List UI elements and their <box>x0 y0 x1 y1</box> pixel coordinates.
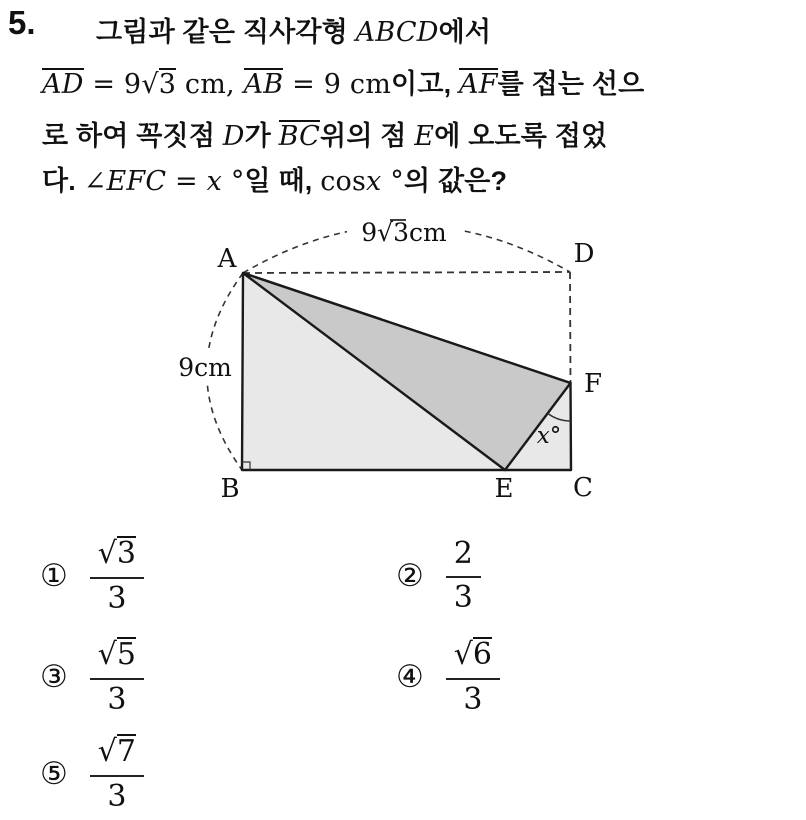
text-segment: 그림과 같은 직사각형 <box>96 17 356 47</box>
vertex-label-C: C <box>573 473 593 503</box>
angle-x-label: x° <box>536 423 562 449</box>
text-segment: = 9 cm <box>283 69 392 100</box>
text-segment: 로 하여 꼭짓점 <box>42 121 223 151</box>
vertex-label-A: A <box>217 244 237 274</box>
answer-choice-2 <box>396 530 481 622</box>
text-segment: ABCD <box>355 17 439 48</box>
text-segment: √ <box>453 637 473 672</box>
text-segment: √ <box>97 637 117 672</box>
vertex-label-B: B <box>220 474 240 504</box>
choice-3-denominator: 3 <box>107 681 127 717</box>
text-segment: 에서 <box>438 17 492 47</box>
text-segment: 에 오도록 접었 <box>434 121 608 151</box>
answer-choice-3 <box>40 631 144 723</box>
text-segment: 의 값은? <box>403 166 508 196</box>
text-segment: 가 <box>244 121 279 151</box>
choice-1-number: ① <box>40 557 68 594</box>
choice-2-fraction <box>446 537 481 616</box>
choice-5-number: ⑤ <box>40 755 68 792</box>
text-segment: 7 <box>116 734 137 769</box>
text-segment: √ <box>97 536 117 571</box>
text-segment: 3 <box>116 536 137 571</box>
text-segment: 2 <box>453 535 473 571</box>
problem-text-line-3 <box>42 114 607 153</box>
text-segment: ° <box>222 166 245 197</box>
text-segment: BC <box>278 121 321 152</box>
text-segment: 위의 점 <box>320 121 415 151</box>
choice-3-fraction <box>90 637 144 717</box>
choice-2-number: ② <box>396 557 424 594</box>
choice-4-numerator <box>446 637 500 680</box>
text-segment: 3 <box>158 69 177 100</box>
choice-3-numerator <box>90 637 144 680</box>
text-segment: 6 <box>472 637 493 672</box>
top-dimension-label: 9√3cm <box>361 218 447 247</box>
answer-choice-1 <box>40 530 144 622</box>
choice-1-denominator: 3 <box>107 580 127 616</box>
text-segment: √ <box>97 734 117 769</box>
geometry-figure <box>140 205 640 510</box>
choice-1-numerator <box>90 536 144 579</box>
vertex-label-D: D <box>573 239 595 269</box>
text-segment: = 9 <box>83 69 142 100</box>
text-segment: cos <box>320 166 367 197</box>
text-segment: 일 때, <box>244 166 321 196</box>
choice-2-denominator: 3 <box>453 580 473 615</box>
vertex-label-F: F <box>583 369 603 399</box>
choice-1-fraction <box>90 536 144 616</box>
choice-4-number: ④ <box>396 658 424 695</box>
text-segment: ∠ <box>83 166 107 197</box>
problem-number: 5. <box>8 4 36 41</box>
dashed-edge-DF <box>570 272 571 383</box>
text-segment: EFC <box>106 166 167 197</box>
left-dimension-label: 9cm <box>178 353 232 382</box>
choice-5-denominator: 3 <box>107 778 127 814</box>
text-segment: x <box>366 166 382 197</box>
text-segment: x <box>206 166 223 197</box>
text-segment: AD <box>42 69 84 100</box>
choice-2-numerator <box>446 537 481 579</box>
text-segment: = <box>166 166 207 197</box>
text-segment: cm, <box>176 69 244 100</box>
vertex-label-E: E <box>494 474 514 504</box>
problem-text-line-4 <box>42 159 507 198</box>
choice-3-number: ③ <box>40 658 68 695</box>
text-segment: 이고, <box>391 69 460 99</box>
text-segment: AB <box>243 69 284 100</box>
problem-text-line-2 <box>42 62 644 101</box>
problem-text-line-1 <box>96 10 491 49</box>
text-segment: 다. <box>42 166 84 196</box>
choice-5-numerator <box>90 734 144 777</box>
answer-choice-5 <box>40 728 144 820</box>
dashed-edge-AD <box>243 272 570 273</box>
text-segment: AF <box>459 69 498 100</box>
text-segment: E <box>414 121 435 152</box>
choice-4-denominator: 3 <box>463 681 483 717</box>
text-segment: D <box>222 121 245 152</box>
text-segment: 5 <box>116 637 137 672</box>
text-segment: 를 접는 선으 <box>497 69 645 99</box>
text-segment: ° <box>381 166 404 197</box>
choice-5-fraction <box>90 734 144 814</box>
text-segment: √ <box>141 69 159 100</box>
answer-choice-4 <box>396 631 500 723</box>
choice-4-fraction <box>446 637 500 717</box>
